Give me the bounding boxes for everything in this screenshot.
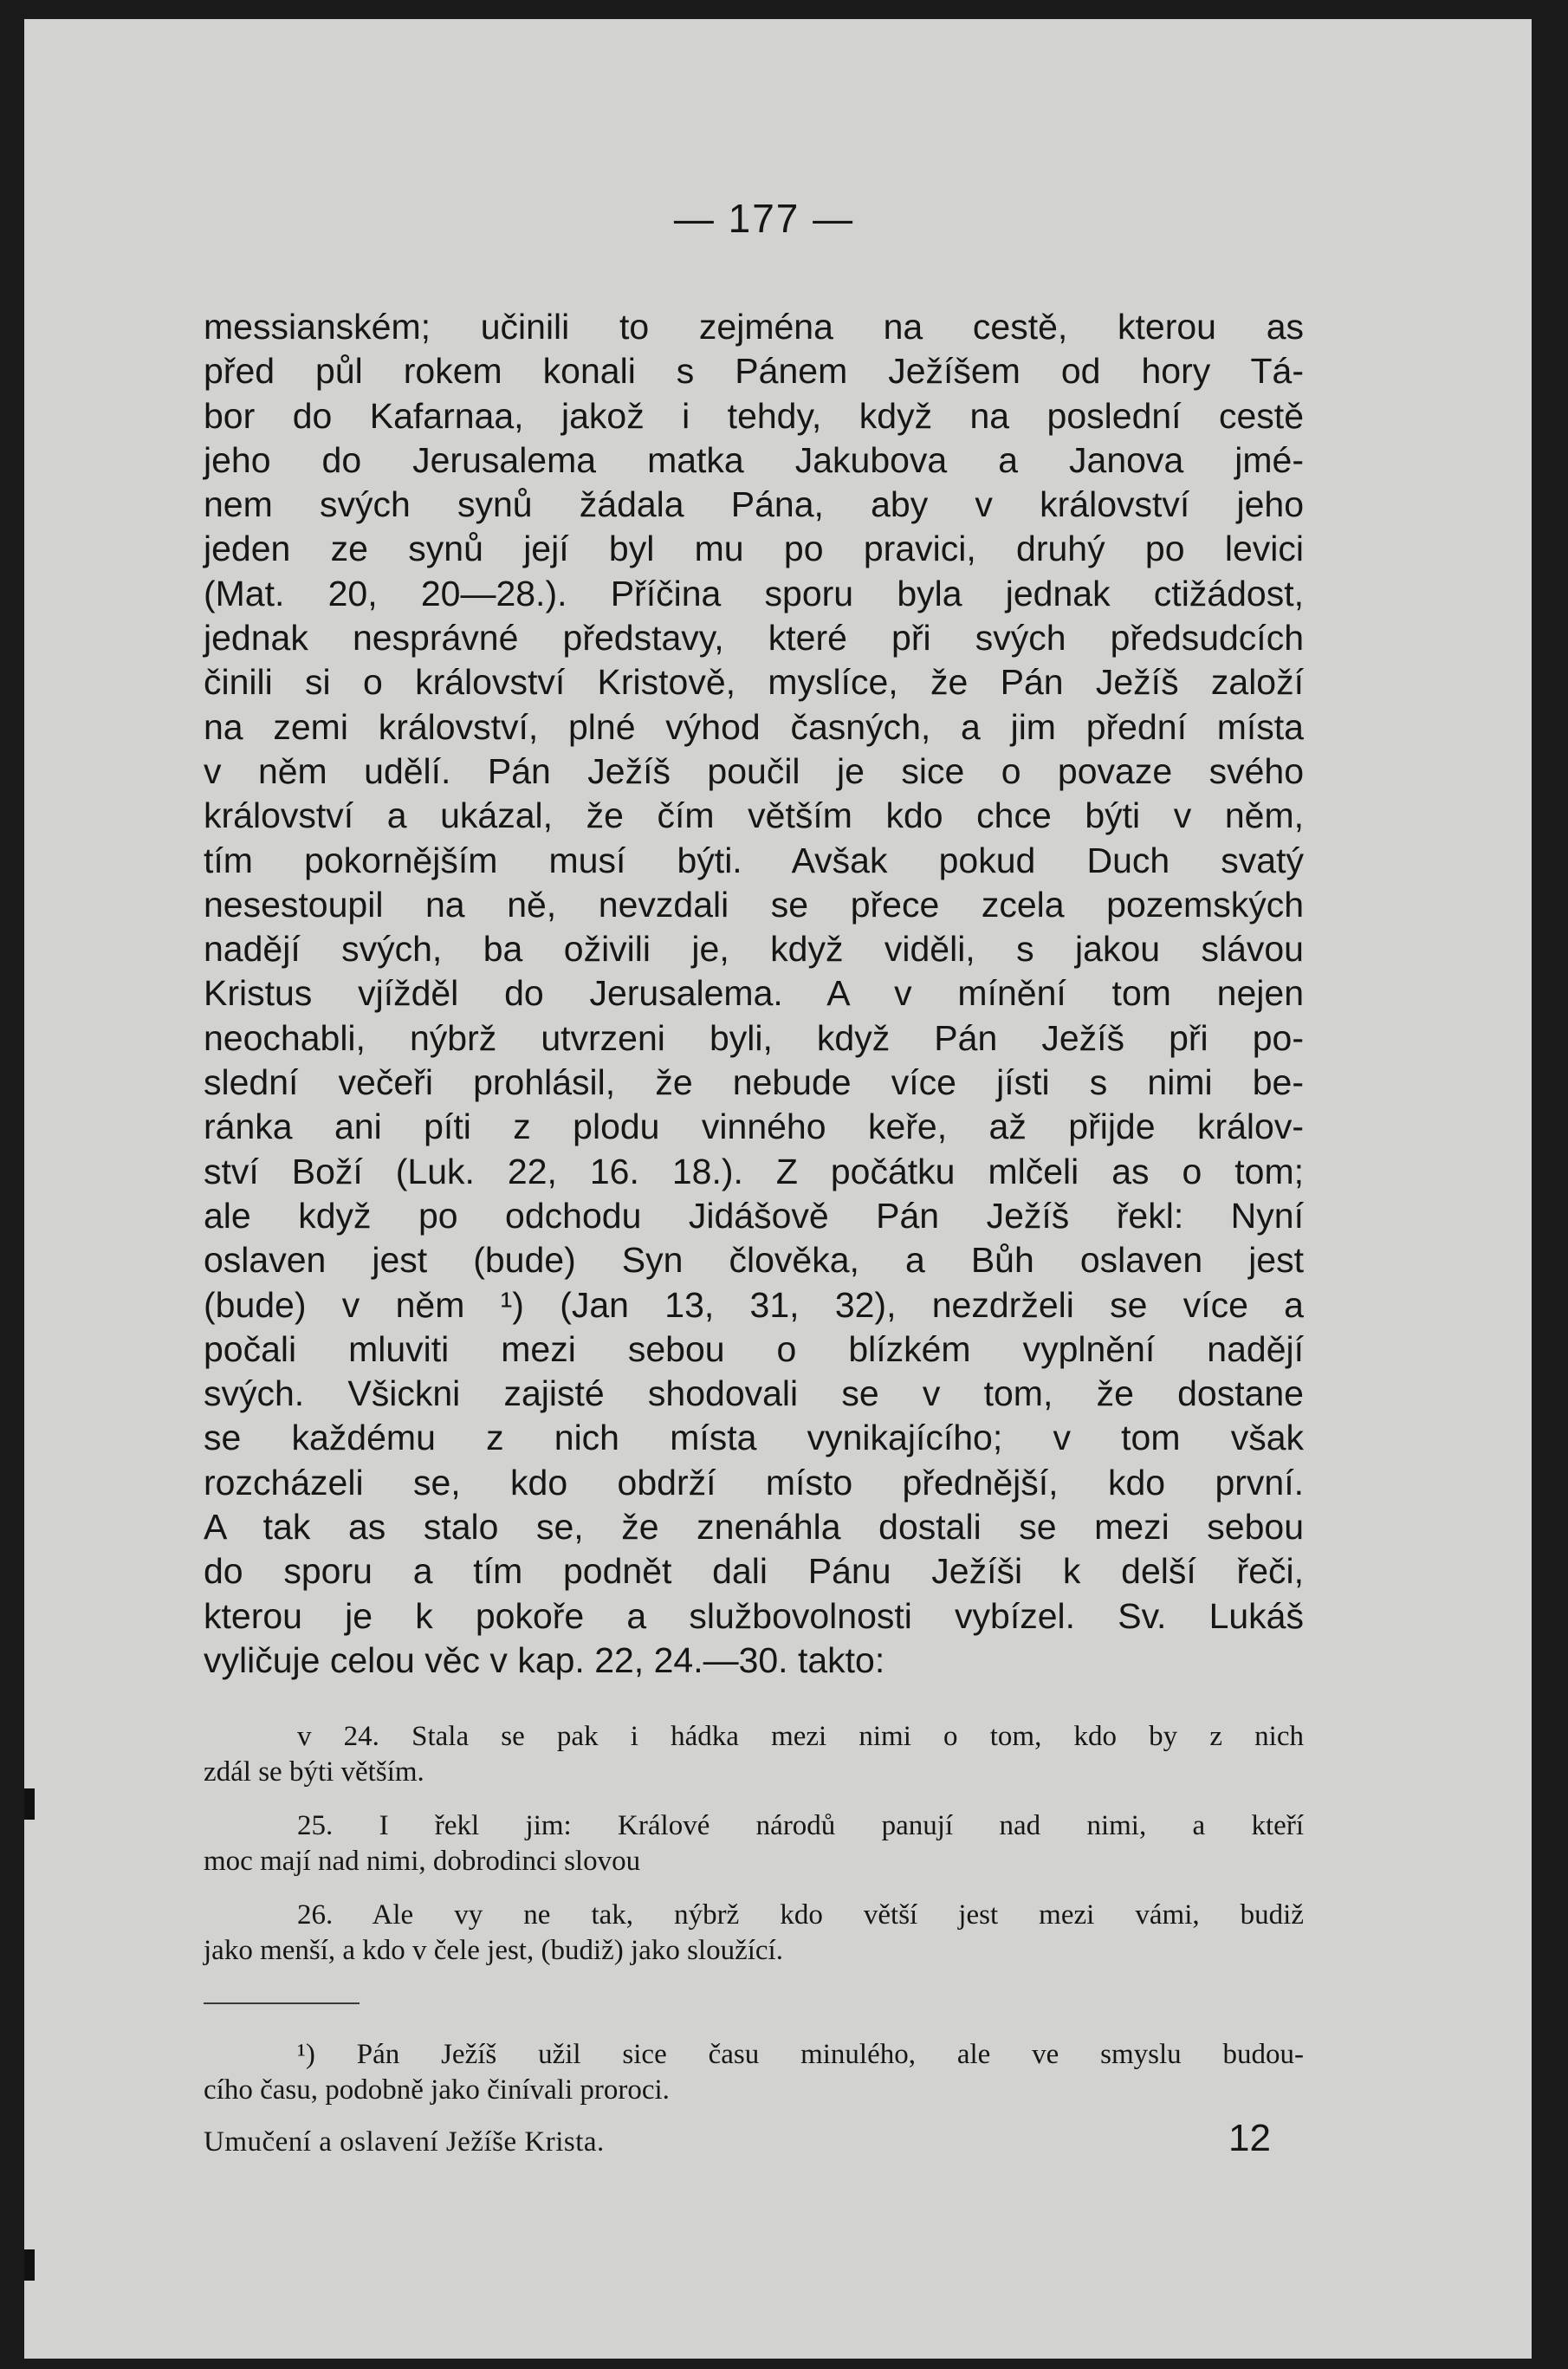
footnote-divider	[204, 2002, 360, 2004]
text-line: rozcházeli se, kdo obdrží místo přednější, kdo první.	[204, 1462, 1304, 1503]
quote-line: jako menší, a kdo v čele jest, (budiž) jako sloužící.	[204, 1935, 783, 1967]
quote-verse-25	[204, 1808, 1304, 1879]
text-line: A tak as stalo se, že znenáhla dostali se mezi sebou	[204, 1507, 1304, 1548]
text-line: nem svých synů žádala Pána, aby v království jeho	[204, 484, 1304, 525]
text-line: svých. Všickni zajisté shodovali se v tom, že dostane	[204, 1373, 1304, 1414]
text-line: neochabli, nýbrž utvrzeni byli, když Pán Ježíš při po-	[204, 1017, 1304, 1058]
footnote-line: ¹) Pán Ježíš užil sice času minulého, ale ve smyslu budou-	[297, 2039, 1304, 2071]
book-title-signature: Umučení a oslavení Ježíše Krista.	[204, 2126, 605, 2158]
binding-mark	[24, 2249, 35, 2281]
text-line: oslaven jest (bude) Syn člověka, a Bůh oslaven jest	[204, 1240, 1304, 1281]
quote-line: v 24. Stala se pak i hádka mezi nimi o tom, kdo by z nich	[297, 1721, 1304, 1753]
body-text	[204, 305, 1304, 1683]
quote-line: zdál se býti větším.	[204, 1756, 424, 1788]
printer-signature-number: 12	[1228, 2117, 1271, 2160]
quote-line: moc mají nad nimi, dobrodinci slovou	[204, 1846, 641, 1878]
text-line: jednak nesprávné představy, které při svých předsudcích	[204, 618, 1304, 659]
page-footer	[204, 2117, 1304, 2160]
text-line: vyličuje celou věc v kap. 22, 24.—30. takto:	[204, 1639, 885, 1680]
text-line: bor do Kafarnaa, jakož i tehdy, když na poslední cestě	[204, 395, 1304, 436]
quote-verse-24	[204, 1719, 1304, 1790]
text-line: (Mat. 20, 20—28.). Příčina sporu byla jednak ctižádost,	[204, 573, 1304, 613]
quote-verse-26	[204, 1898, 1304, 1969]
quote-line: 26. Ale vy ne tak, nýbrž kdo větší jest mezi vámi, budiž	[297, 1899, 1304, 1931]
text-line: nesestoupil na ně, nevzdali se přece zcela pozemských	[204, 884, 1304, 925]
footnote	[204, 2037, 1304, 2108]
page-number: — 177 —	[673, 196, 855, 241]
text-line: slední večeři prohlásil, že nebude více jísti s nimi be-	[204, 1062, 1304, 1103]
text-line: počali mluviti mezi sebou o blízkém vyplnění nadějí	[204, 1328, 1304, 1369]
text-line: kterou je k pokoře a službovolnosti vybízel. Sv. Lukáš	[204, 1595, 1304, 1636]
quote-line: 25. I řekl jim: Králové národů panují nad nimi, a kteří	[297, 1810, 1304, 1842]
text-line: v něm udělí. Pán Ježíš poučil je sice o povaze svého	[204, 750, 1304, 791]
scripture-quotes	[204, 1719, 1304, 1969]
book-page	[24, 19, 1532, 2359]
text-line: (bude) v něm ¹) (Jan 13, 31, 32), nezdrželi se více a	[204, 1284, 1304, 1325]
text-line: činili si o království Kristově, myslíce, že Pán Ježíš založí	[204, 662, 1304, 703]
text-line: ale když po odchodu Jidášově Pán Ježíš řekl: Nyní	[204, 1195, 1304, 1236]
text-line: do sporu a tím podnět dali Pánu Ježíši k delší řeči,	[204, 1551, 1304, 1592]
text-line: nadějí svých, ba oživili je, když viděli, s jakou slávou	[204, 929, 1304, 970]
text-line: království a ukázal, že čím větším kdo chce býti v něm,	[204, 795, 1304, 836]
footnote-line: cího času, podobně jako činívali proroci.	[204, 2074, 670, 2106]
page-content	[204, 192, 1304, 2160]
text-line: messianském; učinili to zejména na cestě, kterou as	[204, 307, 1304, 347]
text-line: tím pokornějším musí býti. Avšak pokud Duch svatý	[204, 840, 1304, 880]
text-line: ránka ani píti z plodu vinného keře, až přijde králov-	[204, 1107, 1304, 1147]
text-line: jeden ze synů její byl mu po pravici, druhý po levici	[204, 529, 1304, 569]
text-line: před půl rokem konali s Pánem Ježíšem od hory Tá-	[204, 351, 1304, 392]
text-line: se každému z nich místa vynikajícího; v tom však	[204, 1418, 1304, 1458]
text-line: jeho do Jerusalema matka Jakubova a Janova jmé-	[204, 439, 1304, 480]
text-line: na zemi království, plné výhod časných, a jim přední místa	[204, 706, 1304, 747]
text-line: ství Boží (Luk. 22, 16. 18.). Z počátku mlčeli as o tom;	[204, 1151, 1304, 1191]
binding-mark	[24, 1788, 35, 1820]
text-line: Kristus vjížděl do Jerusalema. A v mínění tom nejen	[204, 973, 1304, 1014]
